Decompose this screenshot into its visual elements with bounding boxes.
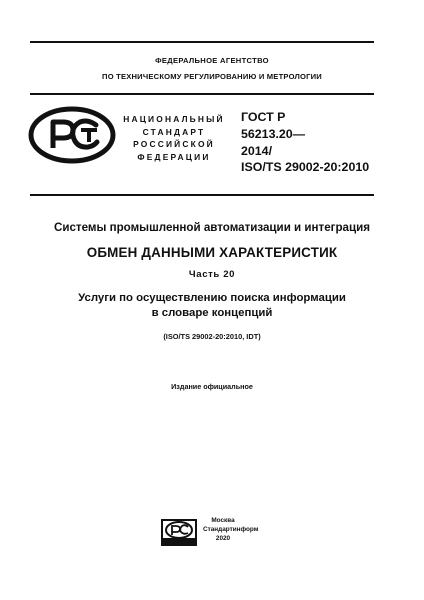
gost-line: ГОСТ Р: [241, 110, 286, 124]
publication-year: 2020: [215, 535, 231, 542]
gost-line: 2014/: [241, 143, 273, 158]
national-standard-label: [120, 113, 228, 163]
gost-designation: [241, 109, 369, 176]
part-label: Часть 20: [188, 269, 236, 280]
lower-rule: [30, 194, 374, 196]
national-line: РОССИЙСКОЙ: [133, 139, 215, 149]
national-line: СТАНДАРТ: [142, 126, 206, 137]
gost-line: ISO/TS 29002-20:2010: [241, 160, 370, 175]
subtitle-line: в словаре концепций: [151, 306, 273, 319]
national-line: ФЕДЕРАЦИИ: [137, 151, 211, 162]
gost-line: 56213.20—: [241, 126, 306, 141]
upper-rule: [30, 93, 374, 95]
document-title-line1: Системы промышленной автоматизации и интеграция: [53, 221, 371, 234]
agency-line-1: ФЕДЕРАЛЬНОЕ АГЕНТСТВО: [155, 56, 269, 65]
document-title-line2: ОБМЕН ДАННЫМИ ХАРАКТЕРИСТИК: [86, 245, 338, 260]
publisher-info: [203, 516, 259, 543]
agency-line-2: ПО ТЕХНИЧЕСКОМУ РЕГУЛИРОВАНИЮ И МЕТРОЛОГИИ: [102, 72, 322, 81]
rst-logo-icon: [28, 106, 116, 164]
iso-reference: (ISO/TS 29002-20:2010, IDT): [163, 332, 261, 341]
publisher-name: Стандартинформ: [203, 526, 259, 533]
top-rule: [30, 41, 374, 43]
document-subtitle: [0, 291, 424, 320]
edition-label: Издание официальное: [171, 382, 253, 391]
national-line: НАЦИОНАЛЬНЫЙ: [123, 114, 225, 124]
subtitle-line: Услуги по осуществлению поиска информации: [78, 292, 346, 304]
publisher-city: Москва: [211, 517, 235, 524]
publisher-logo-icon: [161, 519, 197, 546]
